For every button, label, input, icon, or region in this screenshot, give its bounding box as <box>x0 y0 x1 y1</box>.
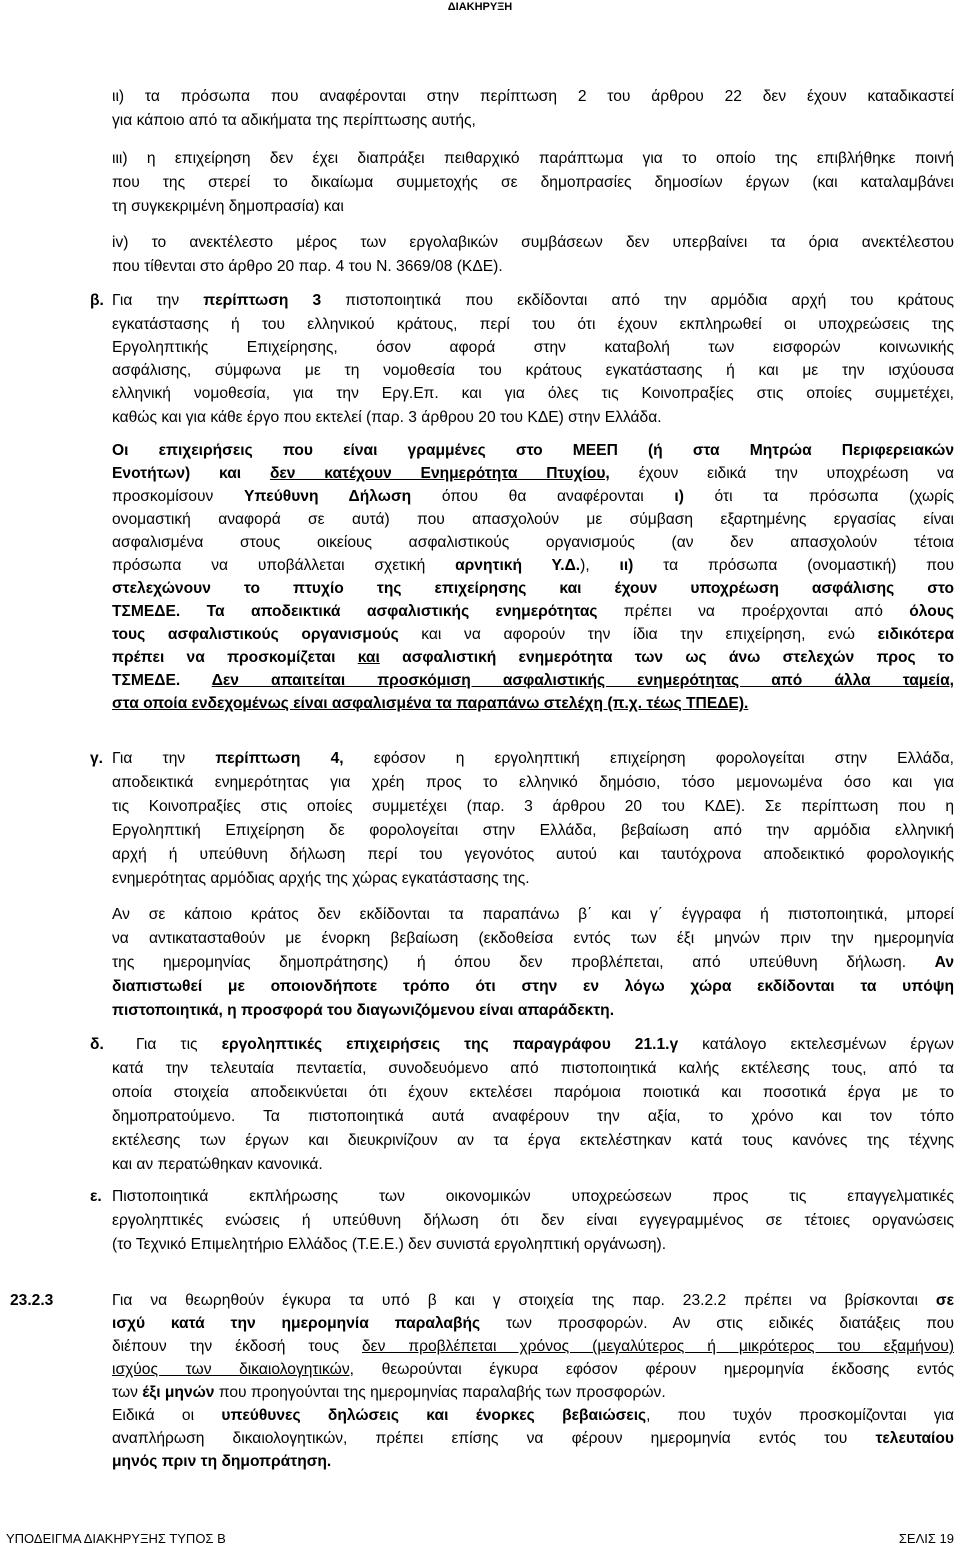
text-line: τη συγκεκριμένη δημοπρασία) και <box>112 198 344 215</box>
text-line: Εργοληπτική Επιχείρηση δε φορολογείται στην Ελλάδα, βεβαίωση από την αρμόδια ελληνική <box>112 822 954 839</box>
item-marker: ε. <box>90 1188 102 1205</box>
text-line: ισχύος των δικαιολογητικών, θεωρούνται έγκυρα εφόσον φέρουν ημερομηνία έκδοσης εντός <box>112 1361 954 1378</box>
text-line: Για τις εργοληπτικές επιχειρήσεις της παραγράφου 21.1.γ κατάλογο εκτελεσμένων έργων <box>112 1036 954 1053</box>
text-line: ασφάλισης, σύμφωνα με τη νομοθεσία του κράτους εγκατάστασης ή και με την ισχύουσα <box>112 362 954 379</box>
text-line: Για την περίπτωση 4, εφόσον η εργοληπτική επιχείρηση φορολογείται στην Ελλάδα, <box>112 750 954 767</box>
text-line: των έξι μηνών που προηγούνται της ημερομηνίας παραλαβής των προσφορών. <box>112 1384 666 1401</box>
text-line: που τίθενται στο άρθρο 20 παρ. 4 του Ν. 3669/08 (ΚΔΕ). <box>112 258 503 275</box>
item-marker: γ. <box>90 750 104 767</box>
footer-left: ΥΠΟΔΕΙΓΜΑ ΔΙΑΚΗΡΥΞΗΣ ΤΥΠΟΣ Β <box>6 1531 226 1546</box>
text-line: Ειδικά οι υπεύθυνες δηλώσεις και ένορκες βεβαιώσεις, που τυχόν προσκομίζονται για <box>112 1407 954 1424</box>
text-line: μηνός πριν τη δημοπράτηση. <box>112 1453 332 1470</box>
text-line: ασφαλισμένα στους οικείους ασφαλιστικούς οργανισμούς (αν δεν απασχολούν τέτοια <box>112 534 954 551</box>
text-line: διαπιστωθεί με οποιονδήποτε τρόπο ότι στην εν λόγω χώρα εκδίδονται τα υπόψη <box>112 978 954 995</box>
text-line: στελεχώνουν το πτυχίο της επιχείρησης και έχουν υποχρέωση ασφάλισης στο <box>112 580 954 597</box>
text-line: πρέπει να προσκομίζεται και ασφαλιστική ενημερότητα των ως άνω στελεχών προς το <box>112 649 954 666</box>
section-number: 23.2.3 <box>10 1292 54 1309</box>
text-line: εργοληπτικές ενώσεις ή υπεύθυνη δήλωση ότι δεν είναι εγγεγραμμένος σε τέτοιες οργανώσεις <box>112 1212 954 1229</box>
text-line: καθώς και για κάθε έργο που εκτελεί (παρ. 3 άρθρου 20 του ΚΔΕ) στην Ελλάδα. <box>112 409 662 426</box>
text-line: Ενοτήτων) και δεν κατέχουν Ενημερότητα Πτυχίου, έχουν ειδικά την υποχρέωση να <box>112 465 954 482</box>
text-line: ενημερότητας αρμόδιας αρχής της χώρας εγκατάστασης της. <box>112 870 530 887</box>
text-line: Για την περίπτωση 3 πιστοποιητικά που εκδίδονται από την αρμόδια αρχή του κράτους <box>112 292 954 309</box>
item-marker: δ. <box>90 1036 104 1053</box>
text-line: ιιι) η επιχείρηση δεν έχει διαπράξει πειθαρχικό παράπτωμα για το οποίο της επιβλήθηκε ποινή <box>112 150 954 167</box>
text-line: πιστοποιητικά, η προσφορά του διαγωνιζόμενου είναι απαράδεκτη. <box>112 1002 615 1019</box>
text-line: οποία στοιχεία αποδεικνύεται ότι έχουν εκτελέσει παρόμοια ποιοτικά και ποσοτικά έργα με το <box>112 1084 954 1101</box>
text-line: iv) το ανεκτέλεστο μέρος των εργολαβικών συμβάσεων δεν υπερβαίνει τα όρια ανεκτέλεστου <box>112 234 954 251</box>
text-line: εγκατάστασης ή του ελληνικού κράτους, περί του ότι έχουν εκπληρωθεί οι υποχρεώσεις της <box>112 316 954 333</box>
text-line: για κάποιο από τα αδικήματα της περίπτωσης αυτής, <box>112 112 476 129</box>
text-line: και αν περατώθηκαν κανονικά. <box>112 1156 323 1173</box>
text-line: της ημερομηνίας δημοπράτησης) ή όπου δεν προβλέπεται, από υπεύθυνη δήλωση. Αν <box>112 954 954 971</box>
item-marker: β. <box>90 292 104 309</box>
text-line: διέπουν την έκδοσή τους δεν προβλέπεται χρόνος (μεγαλύτερος ή μικρότερος του εξαμήνου) <box>112 1338 955 1355</box>
text-line: Εργοληπτικής Επιχείρησης, όσον αφορά στην καταβολή των εισφορών κοινωνικής <box>112 339 954 356</box>
text-line: αποδεικτικά ενημερότητας για χρέη προς το ελληνικό δημόσιο, τόσο μεμονωμένα όσο και για <box>112 774 954 791</box>
text-line: στα οποία ενδεχομένως είναι ασφαλισμένα τα παραπάνω στελέχη (π.χ. τέως ΤΠΕΔΕ). <box>112 695 749 712</box>
text-line: πρόσωπα να υποβάλλεται σχετική αρνητική Υ.Δ.), ιι) τα πρόσωπα (ονομαστική) που <box>112 557 955 574</box>
text-line: προσκομίσουν Υπεύθυνη Δήλωση όπου θα αναφέρονται ι) ότι τα πρόσωπα (χωρίς <box>112 488 955 505</box>
footer-page-number: ΣΕΛΙΣ 19 <box>898 1531 954 1546</box>
text-line: τους ασφαλιστικούς οργανισμούς και να αφορούν την ίδια την επιχείρηση, ενώ ειδικότερα <box>112 626 954 643</box>
text-line: Για να θεωρηθούν έγκυρα τα υπό β και γ στοιχεία της παρ. 23.2.2 πρέπει να βρίσκονται σε <box>112 1292 954 1309</box>
text-line: τις Κοινοπραξίες στις οποίες συμμετέχει (παρ. 3 άρθρου 20 του ΚΔΕ). Σε περίπτωση που η <box>112 798 954 815</box>
header-title: ΔΙΑΚΗΡΥΞΗ <box>447 1 513 13</box>
text-line: Πιστοποιητικά εκπλήρωσης των οικονομικών υποχρεώσεων προς τις επαγγελματικές <box>112 1188 954 1205</box>
text-line: αναπλήρωση δικαιολογητικών, πρέπει επίσης να φέρουν ημερομηνία εντός του τελευταίου <box>112 1430 954 1447</box>
text-line: ελληνική νομοθεσία, για την Εργ.Επ. και για όλες τις Κοινοπραξίες στις οποίες συμμετέχει, <box>112 385 954 402</box>
text-line: δημοπρατούμενο. Τα πιστοποιητικά αυτά αναφέρουν την αξία, το χρόνο και τον τόπο <box>112 1108 954 1125</box>
text-line: που της στερεί το δικαίωμα συμμετοχής σε δημοπρασίες δημοσίων έργων (και καταλαμβάνει <box>112 174 954 191</box>
text-line: Αν σε κάποιο κράτος δεν εκδίδονται τα παραπάνω β΄ και γ΄ έγγραφα ή πιστοποιητικά, μπορεί <box>112 906 954 923</box>
text-line: (το Τεχνικό Επιμελητήριο Ελλάδος (Τ.Ε.Ε.) δεν συνιστά εργοληπτική οργάνωση). <box>112 1236 667 1253</box>
text-line: κατά την τελευταία πενταετία, συνοδευόμενο από πιστοποιητικά καλής εκτέλεσης τους, από τα <box>112 1060 954 1077</box>
text-line: ονομαστική αναφορά σε αυτά) που απασχολούν με σύμβαση εξαρτημένης εργασίας είναι <box>112 511 954 528</box>
text-line: να αντικατασταθούν με ένορκη βεβαίωση (εκδοθείσα εντός των έξι μηνών πριν την ημερομηνία <box>112 930 954 947</box>
text-line: Οι επιχειρήσεις που είναι γραμμένες στο ΜΕΕΠ (ή στα Μητρώα Περιφερειακών <box>112 442 954 459</box>
text-line: ισχύ κατά την ημερομηνία παραλαβής των προσφορών. Αν στις ειδικές διατάξεις που <box>112 1315 954 1332</box>
text-line: εκτέλεσης των έργων και διευκρινίζουν αν τα έργα εκτελέστηκαν κατά τους κανόνες της τέχνης <box>112 1132 954 1149</box>
text-line: ιι) τα πρόσωπα που αναφέρονται στην περίπτωση 2 του άρθρου 22 δεν έχουν καταδικαστεί <box>112 88 954 105</box>
text-line: ΤΣΜΕΔΕ. Δεν απαιτείται προσκόμιση ασφαλιστικής ενημερότητας από άλλα ταμεία, <box>112 672 955 689</box>
text-line: ΤΣΜΕΔΕ. Τα αποδεικτικά ασφαλιστικής ενημερότητας πρέπει να προέρχονται από όλους <box>112 603 954 620</box>
text-line: αρχή ή υπεύθυνη δήλωση περί του γεγονότος αυτού και ταυτόχρονα αποδεικτικό φορολογικής <box>112 846 954 863</box>
